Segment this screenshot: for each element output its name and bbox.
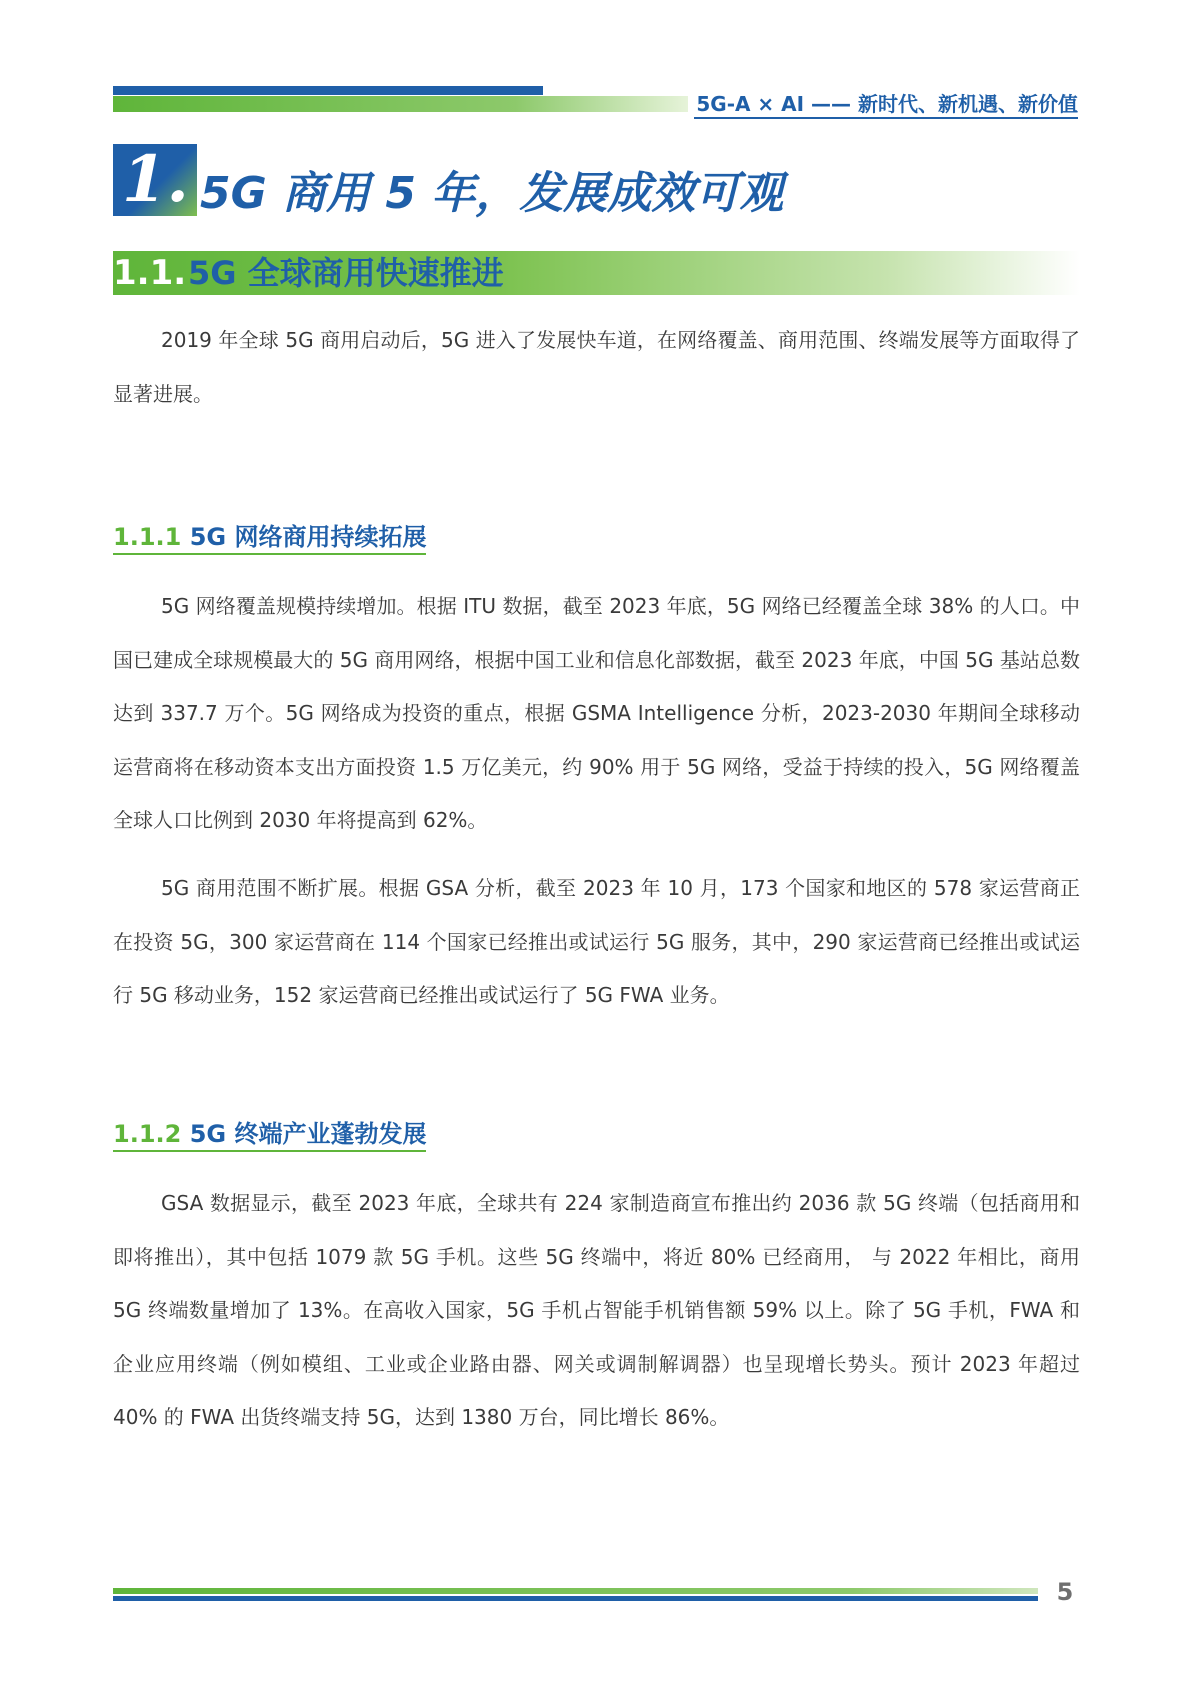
page-number: 5 [1056,1578,1074,1606]
subsection-underline [113,1150,426,1152]
network-paragraph: 5G 网络覆盖规模持续增加。根据 ITU 数据，截至 2023 年底，5G 网络已经覆盖全球 38% 的人口。中国已建成全球规模最大的 5G 商用网络，根据中国工业和信息化部数据，截至 2023 年底，中国 5G 基站总数达到 337.7 万个。5G 网络成为投资的重点，根据 GSMA Intelligence 分析，2023-2030 年期间全球移动运营商将在移动资本支出方面投资 1.5 万亿美元，约 90% 用于 5G 网络，受益于持续的投入，5G 网络覆盖全球人口比例到 2030 年将提高到 62%。 [113,594,1080,832]
chapter-number: 1. [122,142,189,217]
subsection-title: 5G 终端产业蓬勃发展 [189,1120,427,1148]
scope-paragraph: 5G 商用范围不断扩展。根据 GSA 分析，截至 2023 年 10 月，173 个国家和地区的 578 家运营商正在投资 5G，300 家运营商在 114 个国家已经推出或试运行 5G 服务，其中，290 家运营商已经推出或试运行 5G 移动业务，152 家运营商已经推出或试运行了 5G FWA 业务。 [113,876,1080,1007]
subsection-heading [113,1117,426,1151]
subsection-number: 1.1.2 [113,1120,182,1148]
header-green-stripe [113,96,688,112]
footer-green-stripe [113,1588,1038,1594]
subsection-number: 1.1.1 [113,523,182,551]
running-header-title: 5G-A × AI —— 新时代、新机遇、新价值 [696,92,1078,116]
subsection-title: 5G 网络商用持续拓展 [189,523,427,551]
running-header-underline [694,117,1078,119]
section-title: 5G 全球商用快速推进 [188,254,504,292]
intro-paragraph: 2019 年全球 5G 商用启动后，5G 进入了发展快车道，在网络覆盖、商用范围、终端发展等方面取得了显著进展。 [113,328,1080,406]
subsection-heading [113,520,426,554]
subsection-underline [113,553,426,555]
header-decor-band [113,86,713,112]
section-number: 1.1. [113,253,187,293]
terminal-paragraph: GSA 数据显示，截至 2023 年底，全球共有 224 家制造商宣布推出约 2036 款 5G 终端（包括商用和即将推出），其中包括 1079 款 5G 手机。这些 5G 终端中，将近 80% 已经商用， 与 2022 年相比，商用 5G 终端数量增加了 13%。在高收入国家，5G 手机占智能手机销售额 59% 以上。除了 5G 手机，FWA 和企业应用终端（例如模组、工业或企业路由器、网关或调制解调器）也呈现增长势头。预计 2023 年超过 40% 的 FWA 出货终端支持 5G，达到 1380 万台，同比增长 86%。 [113,1191,1080,1429]
header-blue-stripe [113,86,543,95]
chapter-title: 5G 商用 5 年，发展成效可观 [200,168,784,219]
footer-blue-stripe [113,1596,1038,1601]
